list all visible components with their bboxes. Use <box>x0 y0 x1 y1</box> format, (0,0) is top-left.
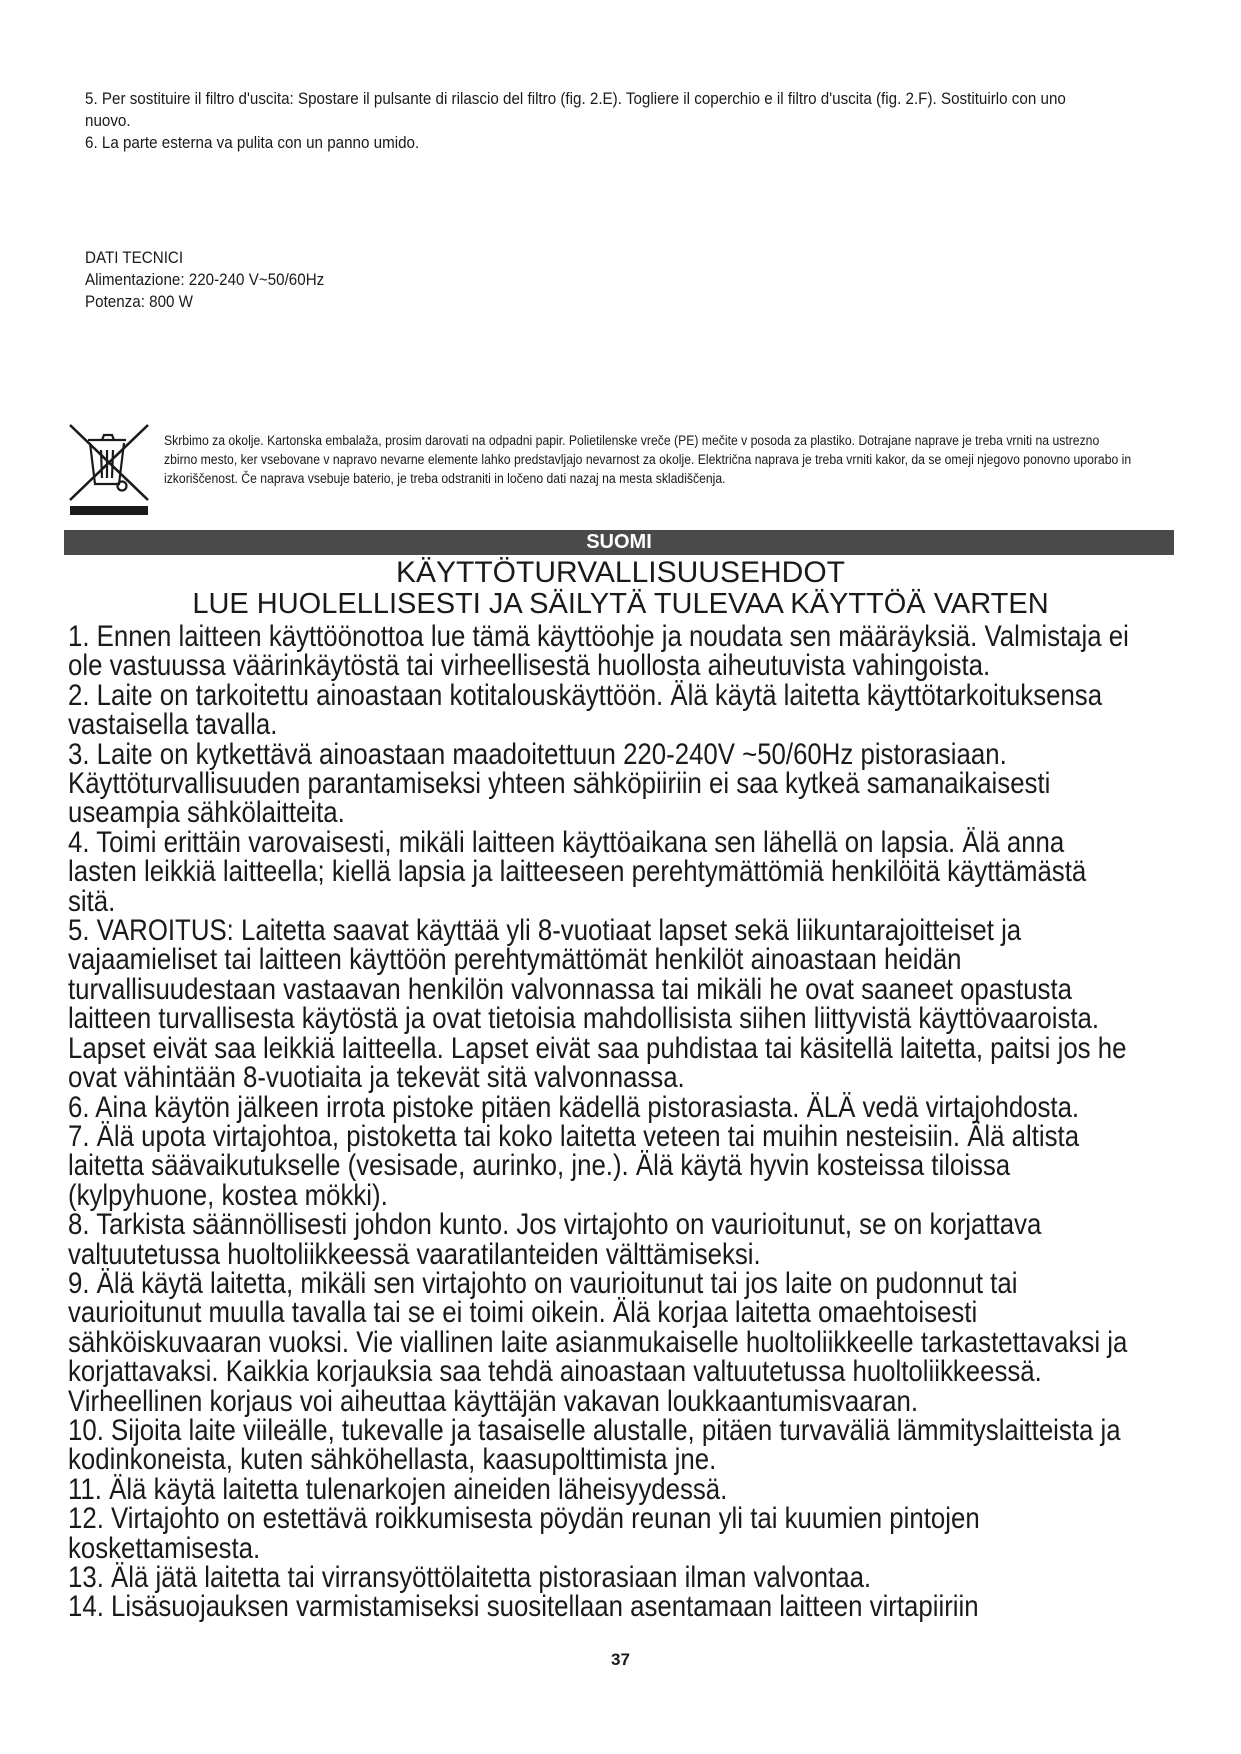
list-item: 10. Sijoita laite viileälle, tukevalle ja tasaiselle alustalle, pitäen turvaväliä lämmityslaitteista ja kodinkoneista, kuten sähköhellasta, kaasupolttimista jne. <box>68 1413 1121 1477</box>
list-item: 12. Virtajohto on estettävä roikkumisesta pöydän reunan yli tai kuumien pintojen koskettamisesta. <box>68 1502 980 1565</box>
list-item: 8. Tarkista säännöllisesti johdon kunto. Jos virtajohto on vaurioitunut, se on korjattava valtuutetussa huoltoliikkeessä vaaratilanteiden välttämiseksi. <box>68 1208 1042 1271</box>
power-supply-spec: Alimentazione: 220-240 V~50/60Hz <box>85 271 325 289</box>
page-number: 37 <box>611 1650 630 1669</box>
technical-data-section <box>85 247 324 313</box>
power-spec: Potenza: 800 W <box>85 293 194 311</box>
list-item: 4. Toimi erittäin varovaisesti, mikäli laitteen käyttöaikana sen lähellä on lapsia. Älä anna lasten leikkiä laitteella; kiellä lapsia ja laitteeseen perehtymättömiä henkilöitä käyttämästä sitä. <box>68 825 1087 918</box>
list-item: 5. VAROITUS: Laitetta saavat käyttää yli 8-vuotiaat lapset sekä liikuntarajoitteiset ja vajaamieliset tai laitteen käyttöön perehtymättömät henkilöt ainoastaan heidän turvallisuudestaan vastaavan henkilön valvonnassa tai mikäli he ovat saaneet opastusta laitteen turvallisesta käytöstä ja ovat tietoisia mahdollisista siihen liittyvistä käyttövaaroista. Lapset eivät saa leikkiä laitteella. Lapset eivät saa puhdistaa tai käsitellä laitetta, paitsi jos he ovat vähintään 8-vuotiaita ja tekevät sitä valvonnassa. <box>68 914 1127 1095</box>
finnish-safety-list <box>68 622 1136 1622</box>
technical-data-title: DATI TECNICI <box>85 249 184 267</box>
list-item: 1. Ennen laitteen käyttöönottoa lue tämä käyttöohje ja noudata sen määräyksiä. Valmistaja ei ole vastuussa väärinkäytöstä tai virheellisestä huollosta aiheutuvista vahingoista. <box>68 620 1129 683</box>
list-item: 11. Älä käytä laitetta tulenarkojen aineiden läheisyydessä. <box>68 1472 728 1506</box>
list-item: 7. Älä upota virtajohtoa, pistoketta tai koko laitetta veteen tai muihin nesteisiin. Älä altista laitetta säävaikutukselle (vesisade, aurinko, jne.). Älä käytä hyvin kosteissa tiloissa (kylpyhuone, kostea mökki). <box>68 1119 1080 1212</box>
list-item: 6. Aina käytön jälkeen irrota pistoke pitäen kädellä pistorasiasta. ÄLÄ vedä virtajohdosta. <box>68 1090 1080 1124</box>
list-item: 3. Laite on kytkettävä ainoastaan maadoitettuun 220-240V ~50/60Hz pistorasiaan. Käyttöturvallisuuden parantamiseksi yhteen sähköpiiriin ei saa kytkeä samanaikaisesti useampia sähkölaitteita. <box>68 737 1051 830</box>
list-item: 2. Laite on tarkoitettu ainoastaan kotitalouskäyttöön. Älä käytä laitetta käyttötarkoituksensa vastaisella tavalla. <box>68 678 1103 742</box>
list-item: 9. Älä käytä laitetta, mikäli sen virtajohto on vaurioitunut tai jos laite on pudonnut tai vaurioitunut muulla tavalla tai se ei toimi oikein. Älä korjaa laitetta omaehtoisesti sähköiskuvaaran vuoksi. Vie viallinen laite asianmukaiselle huoltoliikkeelle tarkastettavaksi ja korjattavaksi. Kaikkia korjauksia saa tehdä ainoastaan valtuutetussa huoltoliikkeessä. Virheellinen korjaus voi aiheuttaa käyttäjän vakavan loukkaantumisvaaran. <box>68 1266 1128 1418</box>
language-section-banner: SUOMI <box>64 530 1174 555</box>
safety-conditions-title: KÄYTTÖTURVALLISUUSEHDOT <box>396 556 845 589</box>
crossed-out-wheelie-bin-icon <box>64 420 154 515</box>
italian-step-5: 5. Per sostituire il filtro d'uscita: Spostare il pulsante di rilascio del filtro (fig. 2.E). Togliere il coperchio e il filtro d'uscita (fig. 2.F). Sostituirlo con uno nuovo. <box>85 90 1066 130</box>
list-item: 14. Lisäsuojauksen varmistamiseksi suositellaan asentamaan laitteen virtapiiriin <box>68 1590 979 1624</box>
list-item: 13. Älä jätä laitetta tai virransyöttölaitetta pistorasiaan ilman valvontaa. <box>68 1561 872 1594</box>
italian-maintenance-section <box>85 88 1079 154</box>
italian-step-6: 6. La parte esterna va pulita con un panno umido. <box>85 134 420 152</box>
slovenian-environment-notice: Skrbimo za okolje. Kartonska embalaža, prosim darovati na odpadni papir. Polietilenske vreče (PE) mečite v posoda za plastiko. Dotrajane naprave je treba vrniti na ustrezno zbirno mesto, ker vsebovane v napravo nevarne elemente lahko predstavljajo nevarnost za okolje. Električna naprava je treba vrniti kakor, da se omeji njegovo ponovno uporabo in izkoriščenost. Če naprava vsebuje baterio, je treba odstraniti in ločeno dati nazaj na mesta skladiščenja. <box>164 433 1132 487</box>
safety-conditions-subtitle: LUE HUOLELLISESTI JA SÄILYTÄ TULEVAA KÄYTTÖÄ VARTEN <box>192 588 1049 620</box>
